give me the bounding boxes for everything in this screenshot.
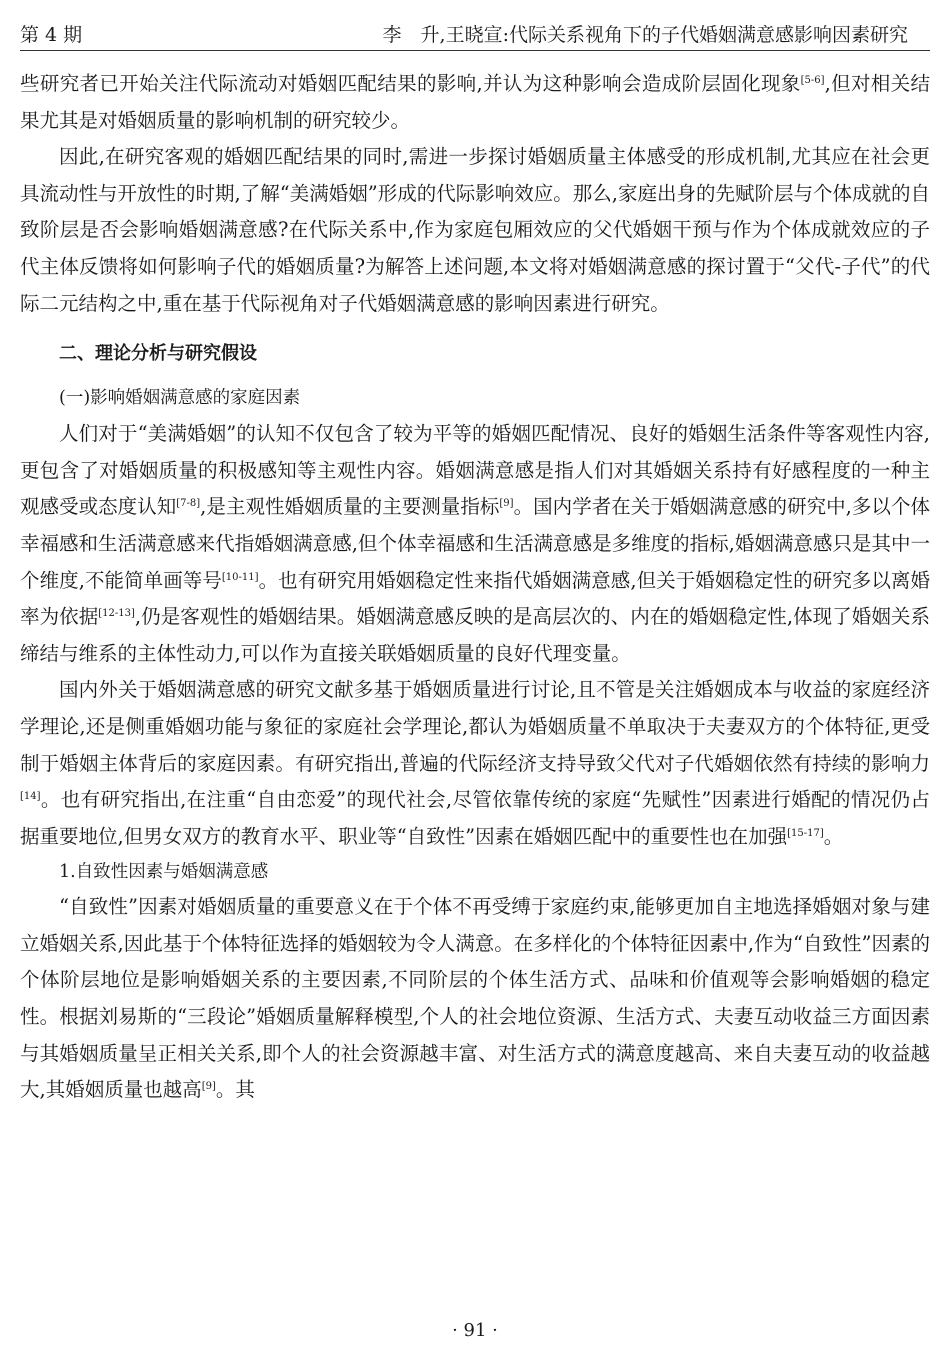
citation: [12-13] — [98, 608, 135, 620]
citation: [9] — [201, 1081, 216, 1093]
running-header — [20, 16, 930, 51]
citation: [14] — [20, 791, 41, 803]
article-body — [20, 66, 930, 1109]
paragraph: 人们对于“美满婚姻”的认知不仅包含了较为平等的婚姻匹配情况、良好的婚姻生活条件等客观性内容,更包含了对婚姻质量的积极感知等主观性内容。婚姻满意感是指人们对其婚姻关系持有好感程度的一种主观感受或态度认知[7-8],是主观性婚姻质量的主要测量指标[9]。国内学者在关于婚姻满意感的研究中,多以个体幸福感和生活满意感来代指婚姻满意感,但个体幸福感和生活满意感是多维度的指标,婚姻满意感只是其中一个维度,不能简单画等号[10-11]。也有研究用婚姻稳定性来指代婚姻满意感,但关于婚姻稳定性的研究多以离婚率为依据[12-13],仍是客观性的婚姻结果。婚姻满意感反映的是高层次的、内在的婚姻稳定性,体现了婚姻关系缔结与维系的主体性动力,可以作为直接关联婚姻质量的良好代理变量。 — [20, 422, 930, 665]
paragraph: 国内外关于婚姻满意感的研究文献多基于婚姻质量进行讨论,且不管是关注婚姻成本与收益的家庭经济学理论,还是侧重婚姻功能与象征的家庭社会学理论,都认为婚姻质量不单取决于夫妻双方的个体特征,更受制于婚姻主体背后的家庭因素。有研究指出,普遍的代际经济支持导致父代对子代婚姻依然有持续的影响力[14]。也有研究指出,在注重“自由恋爱”的现代社会,尽管依靠传统的家庭“先赋性”因素进行婚配的情况仍占据重要地位,但男女双方的教育水平、职业等“自致性”因素在婚姻匹配中的重要性也在加强[15-17]。 — [20, 678, 930, 848]
citation: [10-11] — [221, 571, 259, 583]
citation: [7-8] — [176, 498, 201, 510]
page-number: · 91 · — [452, 1320, 498, 1341]
issue-number: 第 4 期 — [20, 24, 83, 46]
item-heading: 1.自致性因素与婚姻满意感 — [59, 862, 269, 883]
paragraph: 因此,在研究客观的婚姻匹配结果的同时,需进一步探讨婚姻质量主体感受的形成机制,尤其应在社会更具流动性与开放性的时期,了解“美满婚姻”形成的代际影响效应。那么,家庭出身的先赋阶层与个体成就的自致阶层是否会影响婚姻满意感?在代际关系中,作为家庭包厢效应的父代婚姻干预与作为个体成就效应的子代主体反馈将如何影响子代的婚姻质量?为解答上述问题,本文将对婚姻满意感的探讨置于“父代-子代”的代际二元结构之中,重在基于代际视角对子代婚姻满意感的影响因素进行研究。 — [20, 145, 930, 315]
section-heading: 二、理论分析与研究假设 — [59, 343, 257, 365]
citation: [15-17] — [787, 827, 824, 839]
citation: [9] — [499, 498, 514, 510]
paragraph: “自致性”因素对婚姻质量的重要意义在于个体不再受缚于家庭约束,能够更加自主地选择婚姻对象与建立婚姻关系,因此基于个体特征选择的婚姻较为令人满意。在多样化的个体特征因素中,作为“自致性”因素的个体阶层地位是影响婚姻关系的主要因素,不同阶层的个体生活方式、品味和价值观等会影响婚姻的稳定性。根据刘易斯的“三段论”婚姻质量解释模型,个人的社会地位资源、生活方式、夫妻互动收益三方面因素与其婚姻质量呈正相关关系,即个人的社会资源越丰富、对生活方式的满意度越高、来自夫妻互动的收益越大,其婚姻质量也越高[9]。其 — [20, 895, 930, 1102]
paragraph-continuation: 些研究者已开始关注代际流动对婚姻匹配结果的影响,并认为这种影响会造成阶层固化现象[5-6],但对相关结果尤其是对婚姻质量的影响机制的研究较少。 — [20, 72, 931, 132]
running-title: 李 升,王晓宣:代际关系视角下的子代婚姻满意感影响因素研究 — [382, 24, 908, 46]
citation: [5-6] — [800, 75, 825, 86]
subsection-heading: (一)影响婚姻满意感的家庭因素 — [59, 388, 301, 409]
